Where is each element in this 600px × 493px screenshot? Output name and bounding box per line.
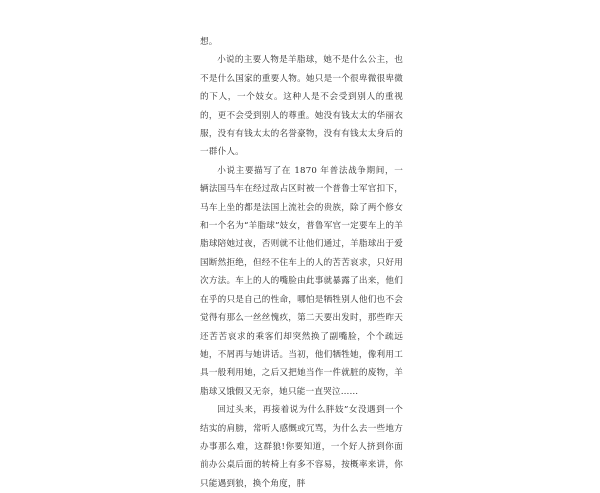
paragraph-continuation: 想。 bbox=[200, 37, 218, 47]
paragraph-main-character: 小说的主要人物是羊脂球，她不是什么公主，也不是什么国家的重要人物。她只是一个很卑微很卑微的下人，一个妓女。这种人是不会受到别人的重视的，更不会受到别人的尊重。她没有钱太太的华丽衣服，没有有钱太太的名誉豪物，没有有钱太太身后的一群仆人。 bbox=[200, 55, 403, 158]
paragraph-reflection: 回过头来，再接着说为什么胖妓”女没遇到一个结实的肩膀，常听人感慨或冗骂，为什么去一些地方办事那么难，这群狼!你要知道，一个好人挤到你面前办公桌后面的转椅上有多不容易，按概率来讲，你只能遇到狼，换个角度，胖 bbox=[200, 405, 403, 489]
paragraph-plot-summary: 小说主要描写了在 1870 年普法战争期间，一辆法国马车在经过敌占区时被一个普鲁士军官扣下，马车上坐的都是法国上流社会的贵族，除了两个修女和一个名为“羊脂球”妓女，普鲁军官一定要车上的羊脂球陪她过夜，否则就不让他们通过，羊脂球出于爱国断然拒绝，但经不住车上的人的苦苦哀求，只好用次方法。车上的人的嘴脸由此事就暴露了出来，他们在乎的只是自己的性命，哪怕是牺牲别人他们也不会觉得有那么一丝丝愧疚，第二天要出发时，那些昨天还苦苦哀求的乘客们却突然换了副嘴脸，个个疏远她，不屑再与她讲话。当初，他们牺牲她，像利用工具一般利用她，之后又把她当作一件就脏的废物，羊脂球又饿假又无奈，她只能一直哭泣…… bbox=[200, 165, 403, 397]
text-column bbox=[200, 33, 403, 493]
